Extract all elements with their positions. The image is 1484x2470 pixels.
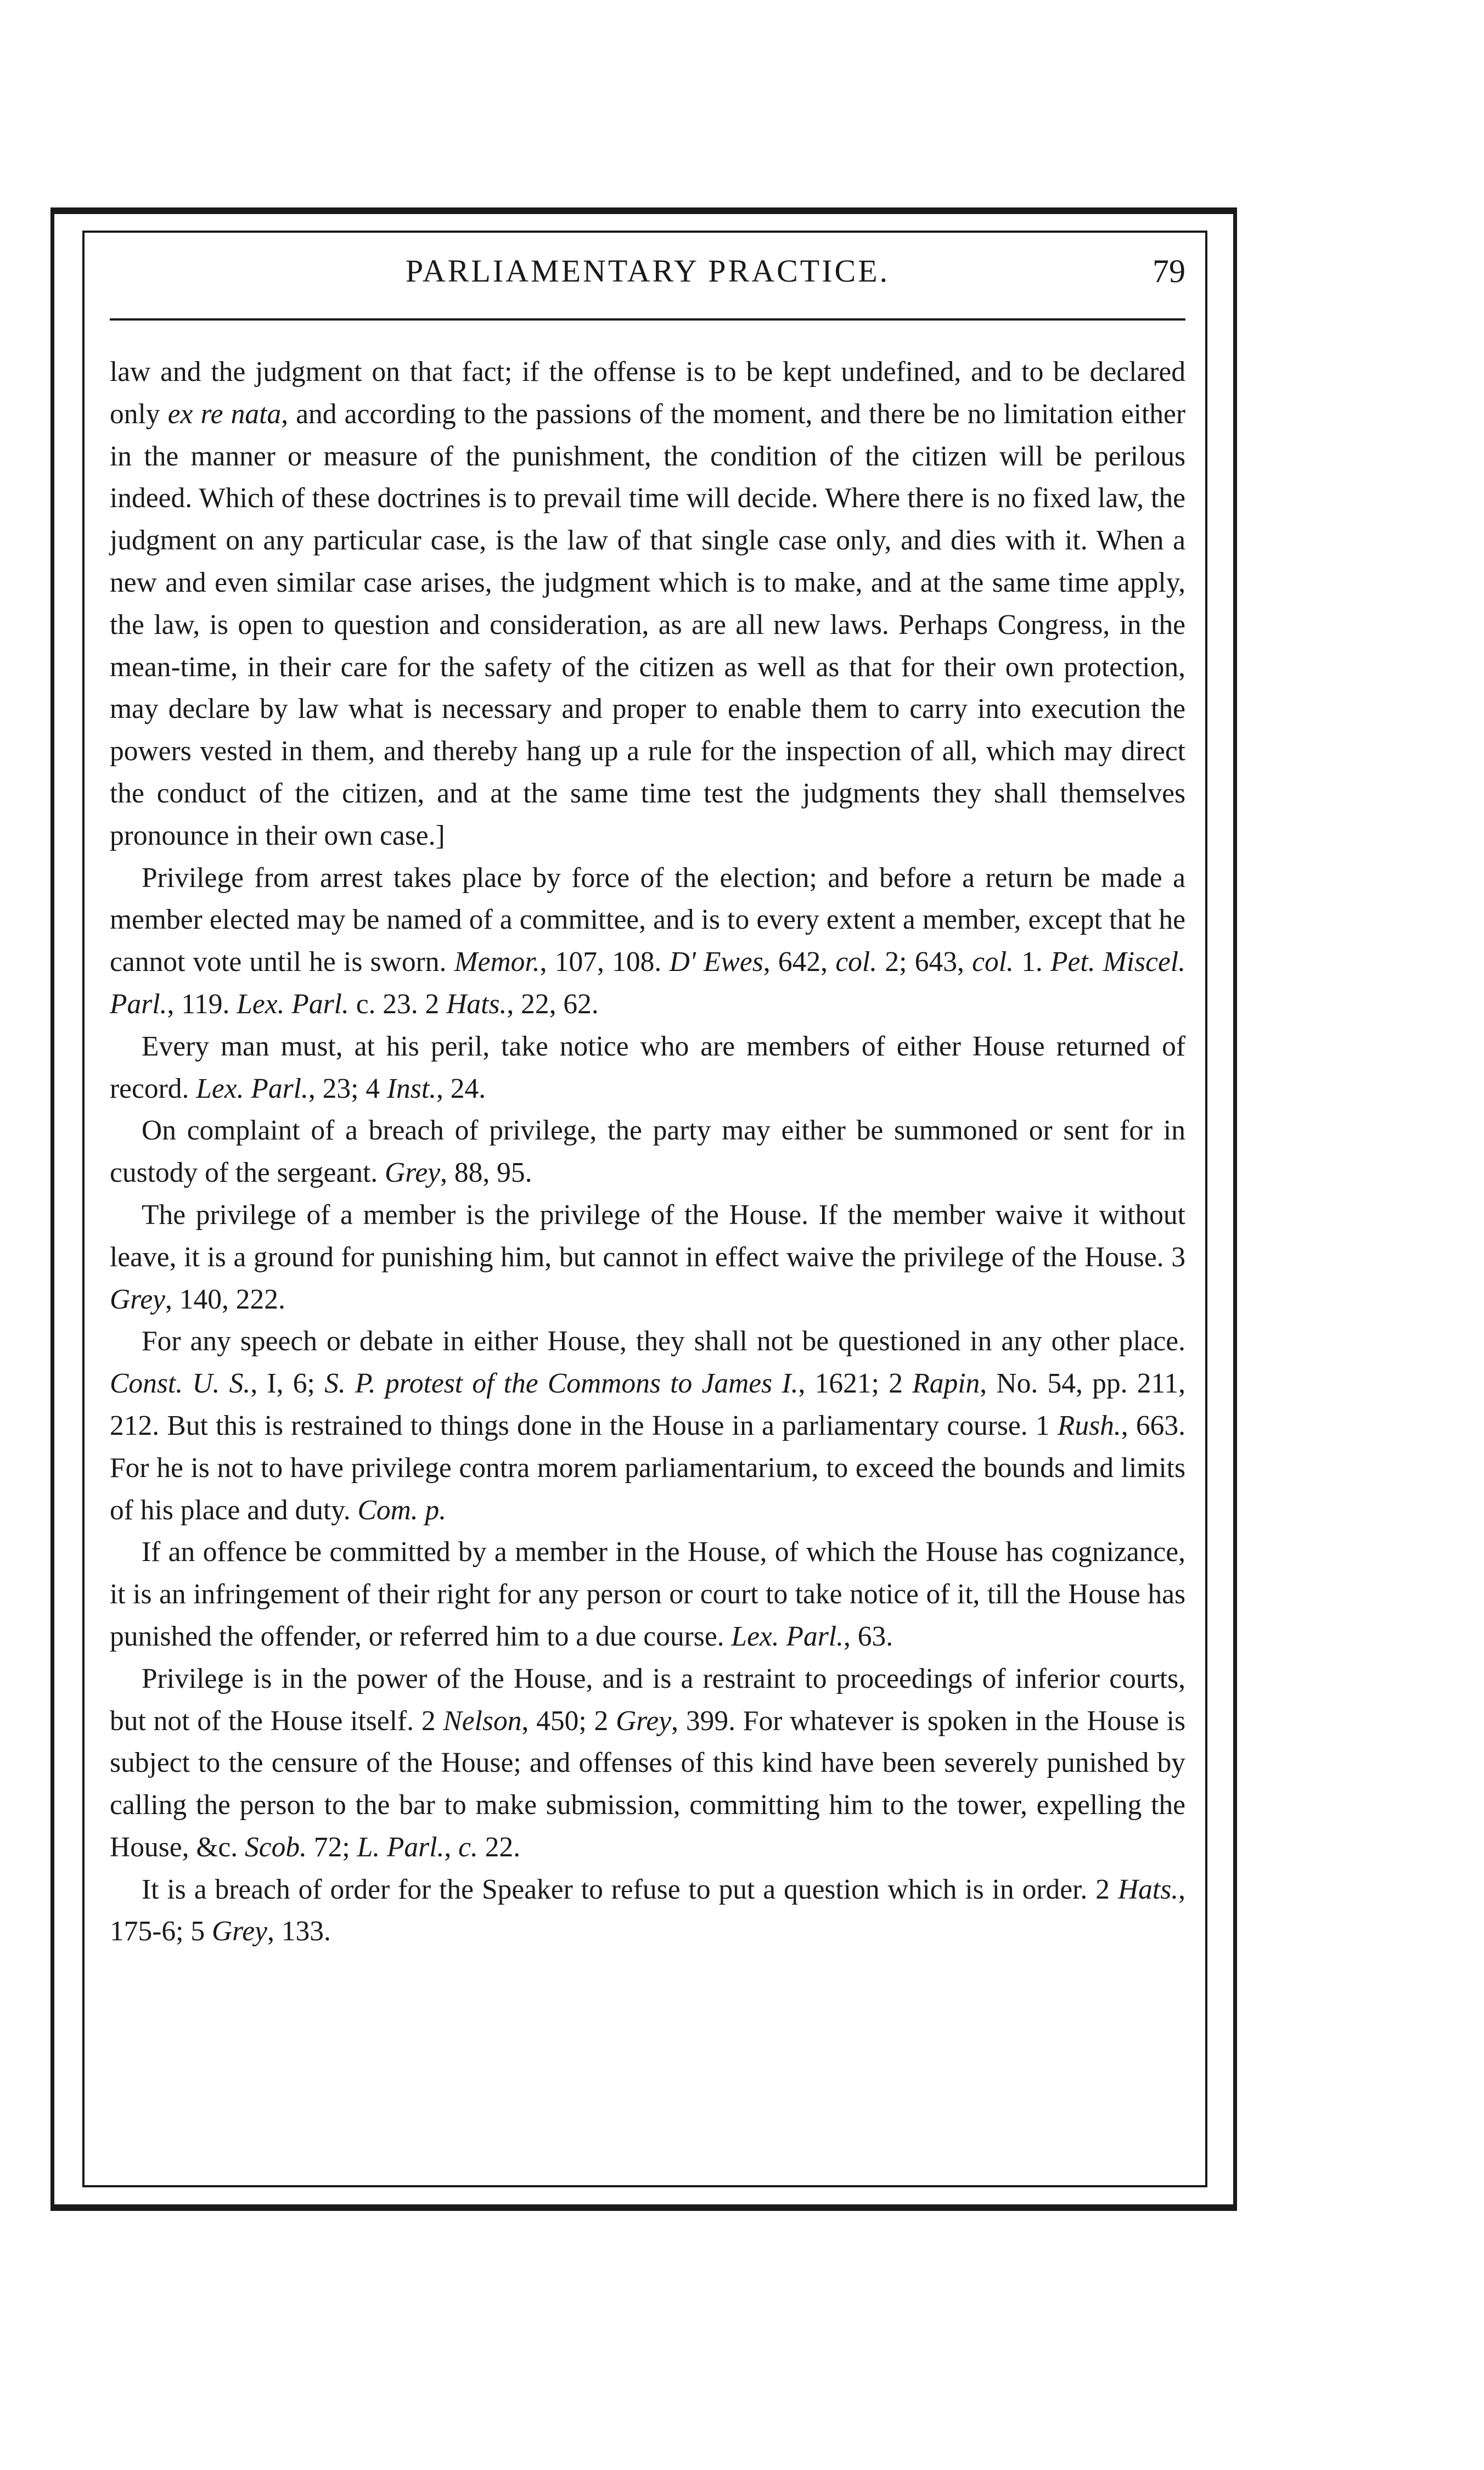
paragraph: [110, 1658, 1185, 1869]
text-run: c. 23. 2: [348, 988, 447, 1020]
citation-italic: Const. U. S.: [110, 1368, 251, 1400]
citation-italic: Grey: [616, 1705, 672, 1737]
citation-italic: Lex. Parl.: [237, 988, 349, 1020]
body-text: [110, 351, 1185, 1953]
text-run: , 24.: [436, 1073, 486, 1104]
paragraph: [110, 1531, 1185, 1658]
citation-italic: Lex. Parl.: [731, 1620, 844, 1652]
citation-italic: Grey: [385, 1157, 441, 1189]
text-run: Privilege is in the power of the House, and is a restraint to proceedings of inferior courts, but not of the House itself. 2: [110, 1663, 1185, 1737]
text-run: , 22, 62.: [507, 988, 599, 1020]
citation-italic: Hats.: [1117, 1873, 1179, 1905]
paragraph: [110, 1110, 1185, 1194]
text-run: , I, 6;: [250, 1368, 325, 1400]
text-run: , 63.: [843, 1620, 893, 1652]
text-run: , and according to the passions of the moment, and there be no limitation either in the manner or measure of the punishment, the condition of the citizen will be perilous indeed. Which of these doctrines is to prevail time will decide. Where there is no fixed law, the judgment on any particular case, is the law of that single case only, and dies with it. When a new and even similar case arises, the judgment which is to make, and at the same time apply, the law, is open to question and consideration, as are all new laws. Perhaps Congress, in the mean-time, in their care for the safety of the citizen as well as that for their own protection, may declare by law what is necessary and proper to enable them to carry into execution the powers vested in them, and thereby hang up a rule for the inspection of all, which may direct the conduct of the citizen, and at the same time test the judgments they shall themselves pronounce in their own case.]: [110, 398, 1186, 851]
text-run: 72;: [307, 1831, 357, 1863]
text-run: On complaint of a breach of privilege, the party may either be summoned or sent for in custody of the sergeant.: [110, 1115, 1185, 1189]
paragraph-continued: [110, 351, 1185, 857]
text-run: 2; 643,: [877, 946, 973, 978]
text-run: 1.: [1013, 946, 1051, 978]
text-run: , No. 54, pp. 211, 212. But this is restrained to things done in the House in a parliamentary course. 1: [110, 1368, 1185, 1441]
citation-italic: D' Ewes: [669, 946, 763, 978]
text-run: , 175-6; 5: [110, 1873, 1185, 1947]
paragraph: [110, 857, 1185, 1026]
paragraph: [110, 1321, 1185, 1531]
page-header: [110, 252, 1185, 296]
text-run: law and the judgment on that fact; if the offense is to be kept undefined, and to be declared only: [110, 356, 1185, 430]
citation-italic: Hats.: [446, 988, 507, 1020]
text-run: , 88, 95.: [440, 1157, 532, 1189]
citation-italic: S. P. protest of the Commons to James I.: [324, 1368, 799, 1400]
text-run: , 399. For whatever is spoken in the House is subject to the censure of the House; and offenses of this kind have been severely punished by calling the person to the bar to make submission, committing him to the tower, expelling the House, &c.: [110, 1705, 1185, 1863]
running-head: PARLIAMENTARY PRACTICE.: [405, 253, 890, 289]
text-run: , 663. For he is not to have privilege contra morem parliamentarium, to exceed the bounds and limits of his place and duty.: [110, 1410, 1185, 1526]
text-run: If an offence be committed by a member in the House, of which the House has cognizance, it is an infringement of their right for any person or court to take notice of it, till the House has punished the offender, or referred him to a due course.: [110, 1536, 1185, 1652]
citation-italic: col.: [835, 946, 878, 978]
text-run: , 140, 222.: [165, 1283, 285, 1315]
page-number: 79: [1153, 253, 1185, 289]
text-run: , 107, 108.: [539, 946, 670, 978]
citation-italic: Rush.: [1057, 1410, 1121, 1441]
citation-italic: L. Parl.: [357, 1831, 445, 1863]
citation-italic: Pet. Miscel. Parl.: [110, 946, 1185, 1020]
text-run: , 23; 4: [308, 1073, 387, 1104]
text-run: , 1621; 2: [798, 1368, 913, 1400]
text-run: Privilege from arrest takes place by force of the election; and before a return be made a member elected may be named of a committee, and is to every extent a member, except that he cannot vote until he is sworn.: [110, 862, 1185, 978]
paragraph: [110, 1026, 1185, 1110]
text-run: 22.: [477, 1831, 521, 1863]
paragraph: [110, 1869, 1185, 1953]
text-run: , 642,: [763, 946, 836, 978]
text-run: ,: [444, 1831, 459, 1863]
citation-italic: Memor.: [454, 946, 540, 978]
text-run: For any speech or debate in either House, they shall not be questioned in any other place.: [142, 1326, 1185, 1357]
citation-italic: col.: [972, 946, 1014, 978]
citation-italic: Grey: [211, 1916, 268, 1947]
citation-italic: c.: [458, 1831, 478, 1863]
text-run: , 133.: [267, 1916, 331, 1947]
text-run: , 119.: [167, 988, 237, 1020]
citation-italic: ex re nata: [167, 398, 282, 430]
citation-italic: Grey: [110, 1283, 166, 1315]
paragraph: [110, 1194, 1185, 1321]
citation-italic: Rapin: [912, 1368, 980, 1400]
citation-italic: Nelson: [443, 1705, 522, 1737]
text-run: It is a breach of order for the Speaker to refuse to put a question which is in order. 2: [142, 1873, 1118, 1905]
citation-italic: Scob.: [245, 1831, 307, 1863]
text-run: Every man must, at his peril, take notice who are members of either House returned of record.: [110, 1030, 1185, 1104]
citation-italic: Lex. Parl.: [196, 1073, 308, 1104]
citation-italic: Inst.: [386, 1073, 437, 1104]
text-run: , 450; 2: [521, 1705, 616, 1737]
text-run: The privilege of a member is the privilege of the House. If the member waive it without leave, it is a ground for punishing him, but cannot in effect waive the privilege of the House. 3: [110, 1199, 1185, 1273]
header-rule: [110, 318, 1185, 321]
citation-italic: Com. p.: [357, 1494, 447, 1526]
